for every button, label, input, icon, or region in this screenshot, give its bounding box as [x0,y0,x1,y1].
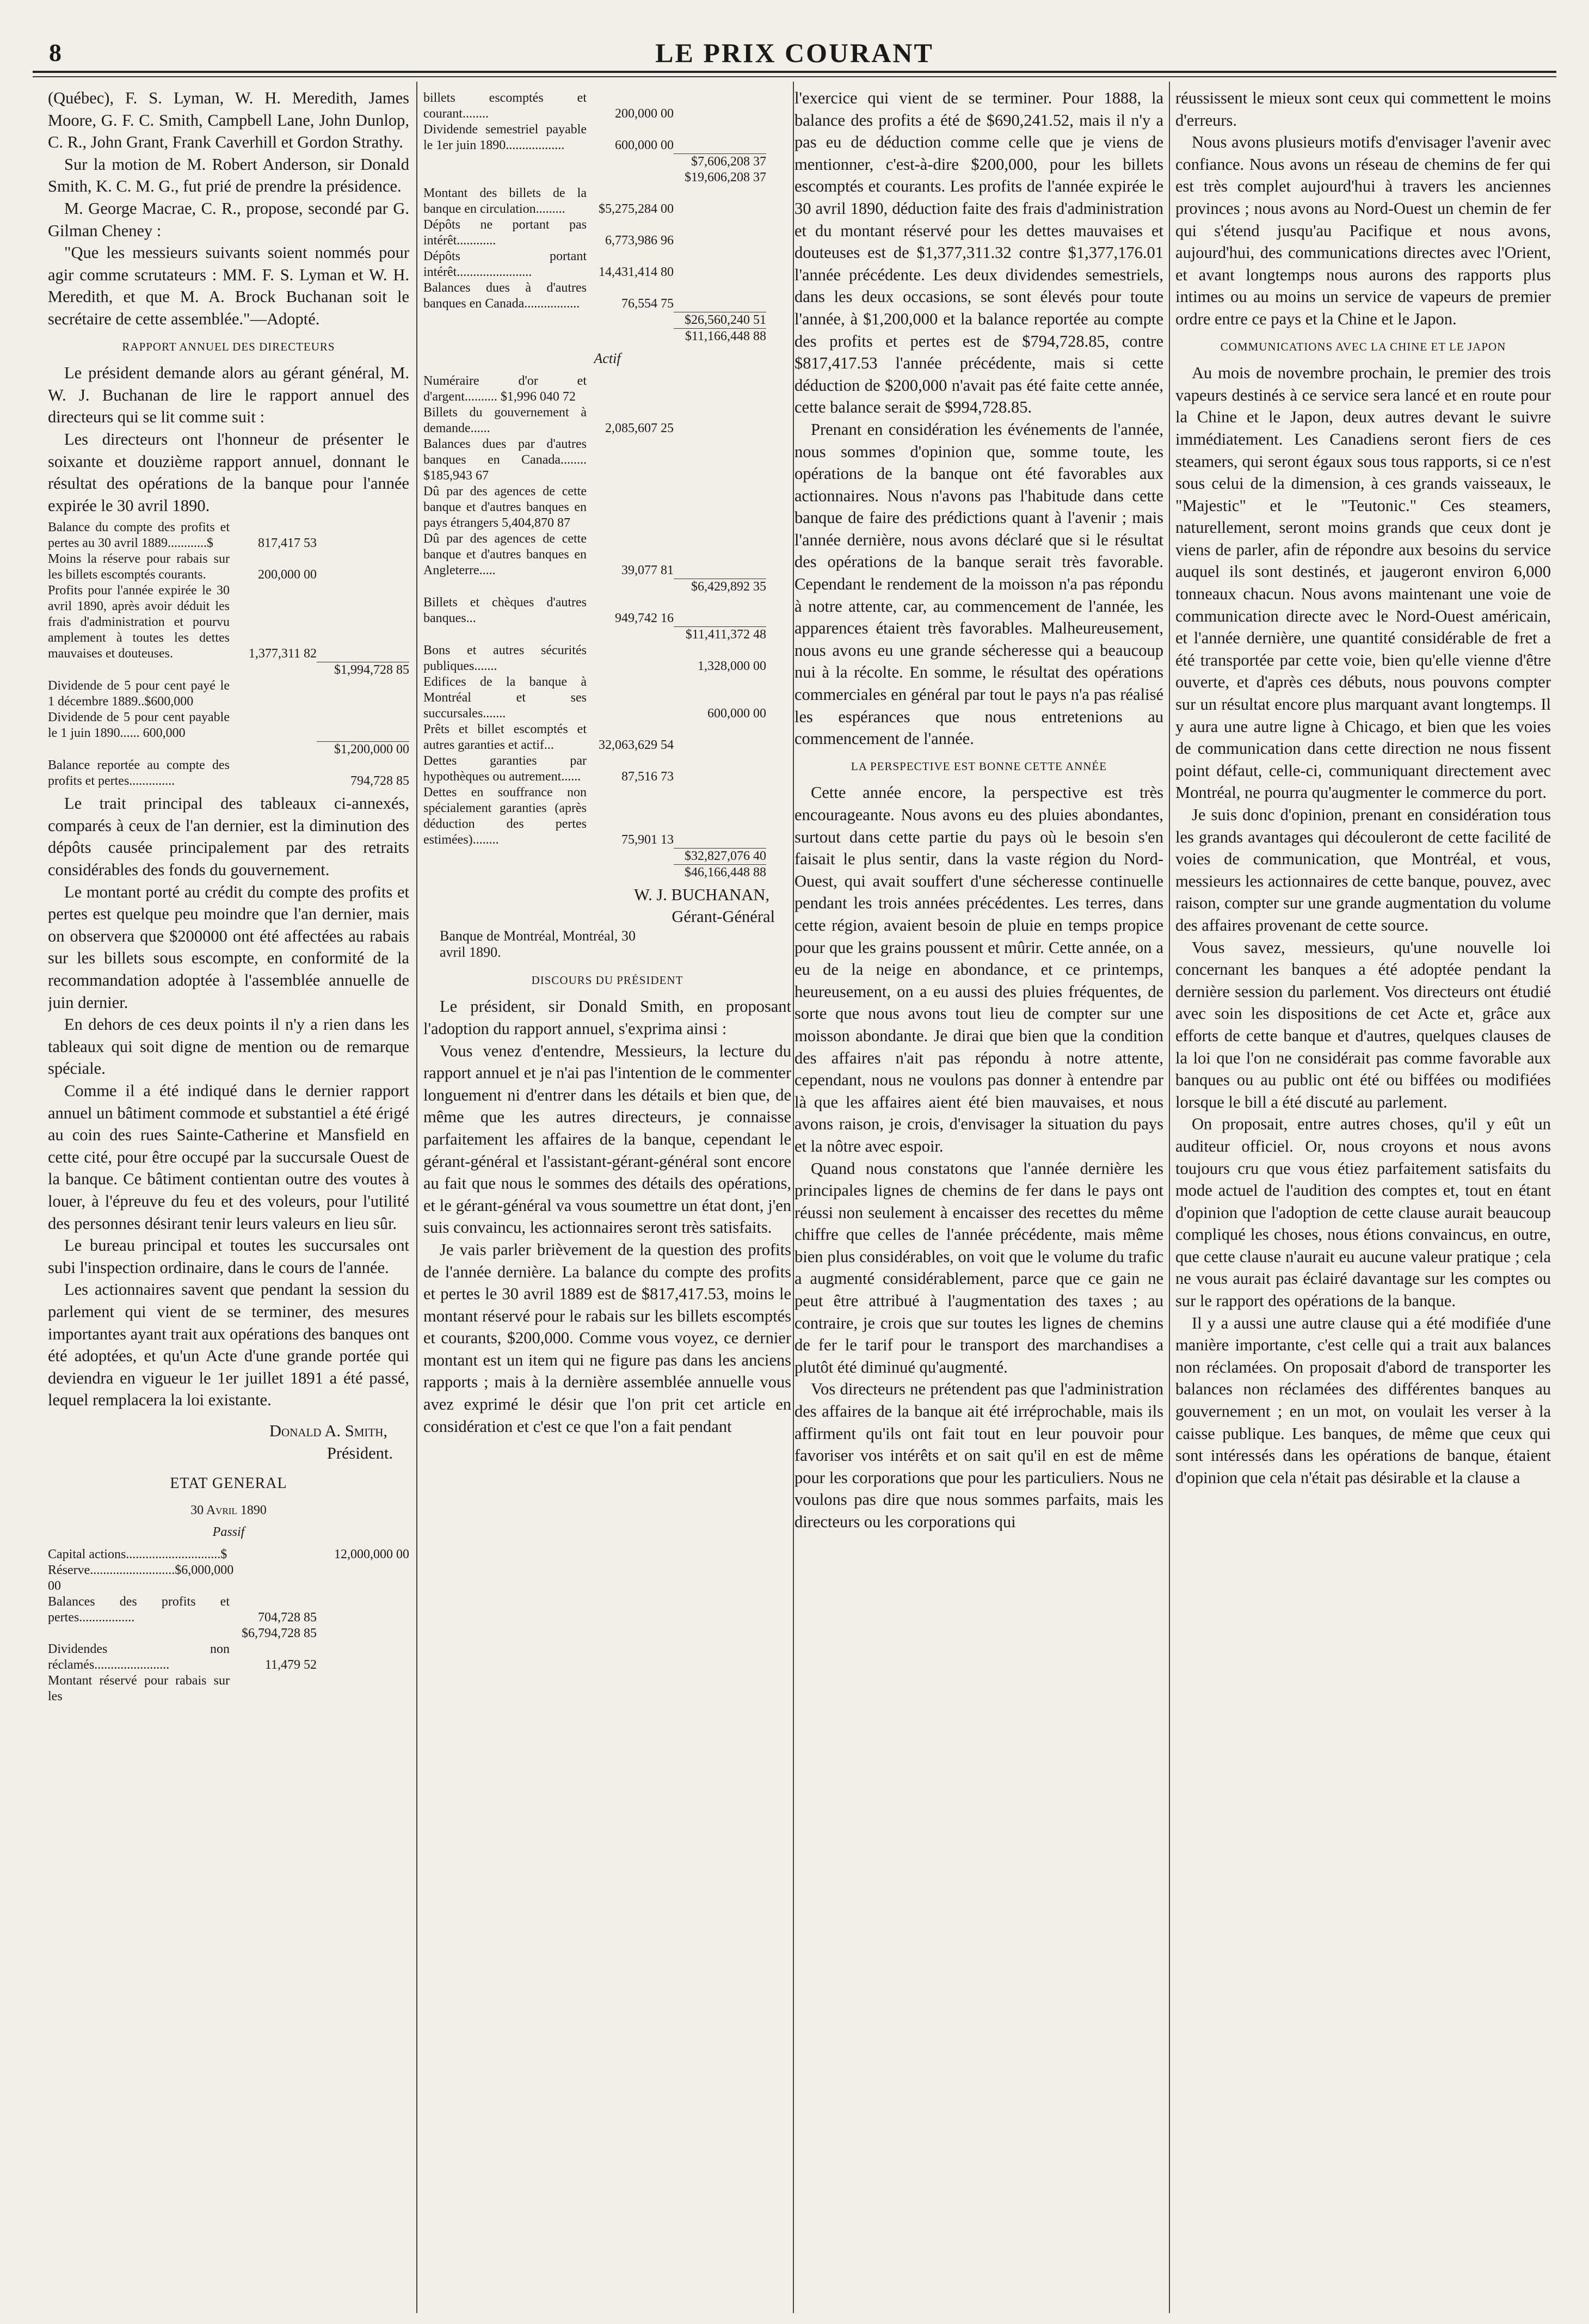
table-row: Profits pour l'année expirée le 30 avril 1890, après avoir déduit les frais d'administration et pourvu amplement à toutes les dettes mauvaises et douteuses. 1,377,311 82 [48,583,317,661]
table-row: Dû par des agences de cette banque et d'autres banques en Angleterre..... 39,077 81 [423,531,674,577]
table-row: $7,606,208 37 [423,153,791,170]
paragraph: Comme il a été indiqué dans le dernier rapport annuel un bâtiment commode et substantiel a été érigé au coin des rues Sainte-Catherine et Mansfield en cette cité, pour être occupé par la succursale Ouest de la banque. Ce bâtiment contientan outre des voutes à louer, à l'épreuve du feu et des voleurs, pour l'utilité des personnes désirant tenir leurs valeurs en lieu sûr. [48,1081,409,1233]
table-row: $6,429,892 35 [423,579,791,595]
section-heading: LA PERSPECTIVE EST BONNE CETTE ANNÉE [851,759,1107,773]
table-row: $19,606,208 37 [685,170,766,185]
table-row: Dépôts portant intérêt....................... 14,431,414 80 [423,249,674,279]
paragraph: Je suis donc d'opinion, prenant en considération tous les grands avantages qui découleront de cette facilité de voies de communication, que Montréal, et vous, messieurs les actionnaires de cette banque, pouvez, avec raison, compter sur une grande augmentation du volume des affaires provenant de cette source. [1175,806,1551,934]
paragraph: "Que les messieurs suivants soient nommés pour agir comme scrutateurs : MM. F. S. Lyman et W. H. Meredith, et que M. A. Brock Buchanan soit le secrétaire de cette assemblée."—Adopté. [48,243,409,328]
table-row: Balance du compte des profits et pertes au 30 avril 1889............$ 817,417 53 [48,520,317,551]
paragraph: Cette année encore, la perspective est très encourageante. Nous avons eu des pluies abondantes, surtout dans cette partie du pays où le besoin s'en faisait le plus sentir, dans la vaste région du Nord-Ouest, qui avait souffert d'une sécheresse continuelle pendant les trois années précédentes. Les terres, dans cette région, avaient besoin de pluie en temps propice pour que les grains poussent et mûrir. Cette année, on a eu de la neige en abondance, et ce printemps, heureusement, on a eu aussi des pluies fréquentes, de sorte que nous avons tout lieu de compter sur une moisson abondante. Je dirai que bien que la condition des affaires n'ait pas répondu à notre attente, cependant, nous ne voulons pas donner à entendre par là que les affaires aient été bien mauvaises, et nous avons raison, je crois, d'envisager la situation du pays et la nôtre avec espoir. [795,783,1163,1155]
table-row: Capital actions.............................$ 12,000,000 00 [48,1547,409,1561]
table-row: Numéraire d'or et d'argent.......... $1,996 040 72 [423,373,587,404]
table-row: $11,411,372 48 [423,626,791,643]
column-1 [48,87,409,2308]
table-row: $1,200,000 00 [48,741,409,758]
table-row: Balances des profits et pertes................. 704,728 85 [48,1594,317,1625]
paragraph: Le trait principal des tableaux ci-annexés, comparés à ceux de l'an dernier, est la diminution des dépôts causée principalement par des retraits considérables des fonds du gouvernement. [48,794,409,880]
paragraph: Sur la motion de M. Robert Anderson, sir Donald Smith, K. C. M. G., fut prié de prendre la présidence. [48,155,409,196]
table-row: Dividendes non réclamés....................... 11,479 52 [48,1641,317,1672]
profit-loss-table [48,520,409,789]
paragraph: Vous venez d'entendre, Messieurs, la lecture du rapport annuel et je n'ai pas l'intention de le commenter longuement ni d'entrer dans les détails et bien que, de même que les autres directeurs, je connaisse parfaitement les affaires de la banque, cependant le gérant-général et l'assistant-gérant-général sont encore au fait que nous le sommes des détails des opérations, et le gérant-général va vous soumettre un état dont, j'en suis convaincu, les actionnaires seront très satisfaits. [423,1041,791,1237]
signature-name: W. J. BUCHANAN, [634,885,769,904]
paragraph: M. George Macrae, C. R., propose, secondé par G. Gilman Cheney : [48,199,409,240]
table-row: Edifices de la banque à Montréal et ses succursales....... 600,000 00 [423,674,766,721]
paragraph: Je vais parler brièvement de la question des profits de l'année dernière. La balance du compte des profits et pertes le 30 avril 1889 est de $817,417.53, moins le montant réservé pour le rabais sur les billets escomptés et courants, $200,000. Comme vous voyez, ce dernier montant est un item qui ne figure pas dans les anciens rapports ; mais à la dernière assemblée annuelle vous avez exprimé le désir que l'on prit cet article en considération et c'est ce que l'on a fait pendant [423,1240,791,1436]
table-row: $11,166,448 88 [423,328,791,345]
table-row: Balances dues à d'autres banques en Canada................. 76,554 75 [423,281,674,311]
section-heading: ETAT GENERAL [170,1475,287,1492]
header-rule [33,76,1556,77]
table-row: Réserve..........................$6,000,000 00 [48,1563,234,1593]
page-number: 8 [49,39,61,66]
paragraph: (Québec), F. S. Lyman, W. H. Meredith, James Moore, G. F. C. Smith, Campbell Lane, John Dunlop, C. R., John Grant, Frank Caverhill et Gordon Strathy. [48,89,409,152]
paragraph: Le président demande alors au gérant général, M. W. J. Buchanan de lire le rapport annuel des directeurs qui se lit comme suit : [48,364,409,427]
column-4 [1175,87,1551,2308]
table-row: Moins la réserve pour rabais sur les billets escomptés courants. 200,000 00 [48,552,317,582]
table-row: Dépôts ne portant pas intérêt............ 6,773,986 96 [423,218,674,248]
place-date: Banque de Montréal, Montréal, 30 avril 1890. [440,927,636,960]
newspaper-title: LE PRIX COURANT [655,38,934,68]
liabilities-table [48,1547,409,1705]
paragraph: Les directeurs ont l'honneur de présenter le soixante et douzième rapport annuel, donnant le résultat des opérations de la banque pour l'année expirée le 30 avril 1890. [48,429,409,515]
paragraph: Vous savez, messieurs, qu'une nouvelle loi concernant les banques a été adoptée pendant la dernière session du parlement. Vos directeurs ont étudié avec soin les dispositions de cet Acte et, grâce aux efforts de cette banque et d'autres, quelques clauses de la loi que l'on ne considérait pas comme favorable aux banques ou au public ont été ou biffées ou modifiées lorsque le bill a été discuté au parlement. [1175,938,1551,1111]
paragraph: Le bureau principal et toutes les succursales ont subi l'inspection ordinaire, dans le cours de l'année. [48,1236,409,1277]
table-row: $46,166,448 88 [423,864,791,881]
paragraph: Le président, sir Donald Smith, en proposant l'adoption du rapport annuel, s'exprima ainsi : [423,997,791,1038]
paragraph: Prenant en considération les événements de l'année, nous sommes d'opinion que, somme toute, les opérations de la banque ont été favorables aux actionnaires. Nous n'avons pas l'habitude dans cette banque de faire des prédictions quant à l'avenir ; mais l'année dernière, nous avons déclaré que si le résultat des opérations de la banque serait très favorable. Cependant le rendement de la moisson n'a pas répondu à notre attente, car, au commencement de l'année, les apparences étaient très favorables. Malheureusement, nous avons eu une grande sécheresse qui a beaucoup nui à la récolte. En somme, le résultat des opérations commerciales en général par tout le pays n'a pas réalisé les espérances que nous entretenions au commencement de l'année. [795,420,1163,748]
paragraph: Il y a aussi une autre clause qui a été modifiée d'une manière importante, c'est celle qui a trait aux balances non réclamées. On proposait d'abord de transporter les balances non réclamées des différentes banques au gouvernement ; en un mot, on voulait les verser à la caisse publique. Les banques, de même que ceux qui sont intéressés dans les opérations de banque, étaient d'opinion que cela n'était pas désirable et la clause a [1175,1313,1551,1487]
table-row: Billets du gouvernement à demande...... 2,085,607 25 [423,405,674,435]
table-row: Montant des billets de la banque en circulation......... $5,275,284 00 [423,186,674,216]
page-header [33,33,1556,73]
table-row: $1,994,728 85 [48,662,409,678]
signature-name: Donald A. Smith, [269,1421,387,1440]
signature-title: Président. [327,1443,393,1462]
paragraph: En dehors de ces deux points il n'y a rien dans les tableaux qui soit digne de mention ou de remarque spéciale. [48,1015,409,1078]
statement-date: 30 Avril 1890 [190,1503,267,1517]
section-heading: DISCOURS DU PRÉSIDENT [531,973,683,987]
paragraph: Nous avons plusieurs motifs d'envisager l'avenir avec confiance. Nous avons un réseau de chemins de fer qui est très complet aujourd'hui à travers les anciennes provinces ; nous avons au Nord-Ouest un chemin de fer qui s'étend jusqu'au Pacifique et nous avons, aujourd'hui, des communications directes avec l'Orient, et avant longtemps nous aurons des rapports plus intimes ou au moins un service de vapeurs de premier ordre entre ce pays et la Chine et le Japon. [1175,133,1551,328]
table-row: billets escomptés et courant........ 200,000 00 [423,91,674,121]
table-row: Dividende de 5 pour cent payé le 1 décembre 1889..$600,000 [48,679,230,709]
signature-title: Gérant-Général [672,907,775,926]
paragraph: l'exercice qui vient de se terminer. Pour 1888, la balance des profits a été de $690,241.52, mais il n'y a pas eu de déduction comme celle que je viens de mentionner, c'est-à-dire $200,000, pour les billets escomptés et courants. Les profits de l'année expirée le 30 avril 1890, déduction faite des frais d'administration et du montant réservé pour les dettes mauvaises et douteuses est de $1,377,311.32 contre $1,377,176.01 l'année précédente. Les deux dividendes semestriels, dans les deux occasions, se sont élevés pour toute l'année, à $1,200,000 et la balance reportée au compte des profits et pertes est de $794,728.85, contre $817,417.53 l'année précédente, mais si cette déduction de $200,000 n'avait pas été faite cette année, cette balance serait de $994,728.85. [795,89,1163,417]
paragraph: réussissent le mieux sont ceux qui commettent le moins d'erreurs. [1175,89,1551,130]
assets-heading: Actif [594,351,621,366]
liabilities-table-continued [423,90,791,345]
assets-table [423,373,791,881]
paragraph: Les actionnaires savent que pendant la session du parlement qui vient de se terminer, des mesures importantes ayant trait aux opérations des banques ont été adoptées, et qu'un Acte d'une grande portée qui deviendra en vigueur le 1er juillet 1891 a été passé, lequel remplacera la loi existante. [48,1280,409,1410]
paragraph: Au mois de novembre prochain, le premier des trois vapeurs destinés à ce service sera lancé et en route pour la Chine et le Japon, deux autres devant le suivre immédiatement. Les Canadiens seront fiers de ces steamers, qui seront égaux sous tous rapports, si ce n'est sous celui de la dimension, à ces grands vaisseaux, le "Majestic" et le "Teutonic." Ces steamers, naturellement, seront moins grands que ceux dont je viens de parler, afin de répondre aux besoins du service auquel ils sont destinés, et jaugeront environ 6,000 tonneaux chacun. Nous avons maintenant une voie de communication directe avec le Nord-Ouest américain, et l'année dernière, une quantité considérable de fret a été transportée par cette voie, bien qu'elle vienne d'être ouverte, et d'après ces débuts, nous pouvons compter sur un résultat encore plus marquant avant longtemps. Il y aura une autre ligne à Chicago, et bien que les voies de communication dans cette direction ne nous fissent point défaut, celle-ci, communiquant directement avec Montréal, ne pourra qu'augmenter le commerce du port. [1175,364,1551,802]
paragraph: On proposait, entre autres choses, qu'il y eût un auditeur officiel. Or, nous croyons et nous avons toujours cru que vous étiez parfaitement satisfaits du mode actuel de l'audition des comptes et, tout en étant d'opinion que l'adoption de cette clause aurait beaucoup compliqué les choses, nous étions convaincus, en outre, que cette clause n'aurait eu aucune valeur pratique ; cela ne vous aurait pas éclairé davantage sur les comptes ou sur le rapport des opérations de la banque. [1175,1115,1551,1311]
table-row: Balances dues par d'autres banques en Canada........ $185,943 67 [423,436,587,483]
table-row: Prêts et billet escomptés et autres garanties et actif... 32,063,629 54 [423,722,674,752]
paragraph: Quand nous constatons que l'année dernière les principales lignes de chemins de fer dans le pays ont réussi non seulement à encaisser des recettes du même chiffre que celles de l'année précédente, mais même bien plus considérables, on voit que le volume du trafic a augmenté considérablement, parce que ce gain ne peut être attribué à l'augmentation des taxes ; au contraire, je crois que sur toutes les lignes de chemins de fer le tarif pour le transport des marchandises a plutôt été diminué qu'augmenté. [795,1159,1163,1376]
paragraph: Vos directeurs ne prétendent pas que l'administration des affaires de la banque ait été irréprochable, mais ils affirment qu'ils ont fait tout en leur pouvoir pour favoriser vos intérêts et on sait qu'il en est de même pour les corporations que pour les particuliers. Nous ne voulons pas dire que nous sommes parfaits, mais les directeurs ou les corporations qui [795,1380,1163,1531]
table-row: $26,560,240 51 [423,312,791,328]
column-divider [793,82,794,2313]
paragraph: Le montant porté au crédit du compte des profits et pertes est quelque peu moindre que l'an dernier, mais on observera que $200000 ont été affectées au rabais sur les billets sous escompte, en conformité de la recommandation adoptée à l'assemblée annuelle de juin dernier. [48,882,409,1012]
column-divider [1169,82,1170,2313]
table-row: Dû par des agences de cette banque et d'autres banques en pays étrangers 5,404,870 87 [423,484,587,530]
table-row: Balance reportée au compte des profits et pertes.............. 794,728 85 [48,758,409,789]
table-row: Dividende semestriel payable le 1er juin 1890.................. 600,000 00 [423,122,674,152]
section-heading: COMMUNICATIONS AVEC LA CHINE ET LE JAPON [1220,340,1506,353]
table-row: Bons et autres sécurités publiques....... 1,328,000 00 [423,643,766,673]
liabilities-heading: Passif [212,1525,245,1540]
column-divider [416,82,417,2313]
column-3 [795,87,1163,2308]
table-row: Dividende de 5 pour cent payable le 1 juin 1890...... 600,000 [48,710,230,741]
column-2 [423,87,791,2308]
table-row: Dettes garanties par hypothèques ou autrement...... 87,516 73 [423,753,674,784]
table-row: Montant réservé pour rabais sur les [48,1673,230,1704]
table-row: Billets et chèques d'autres banques... 949,742 16 [423,595,674,625]
section-heading: RAPPORT ANNUEL DES DIRECTEURS [122,340,335,353]
table-row: $6,794,728 85 [242,1626,317,1640]
table-row: $32,827,076 40 [423,848,791,864]
table-row: Dettes en souffrance non spécialement garanties (après déduction des pertes estimées)........ 75,901 13 [423,785,674,847]
